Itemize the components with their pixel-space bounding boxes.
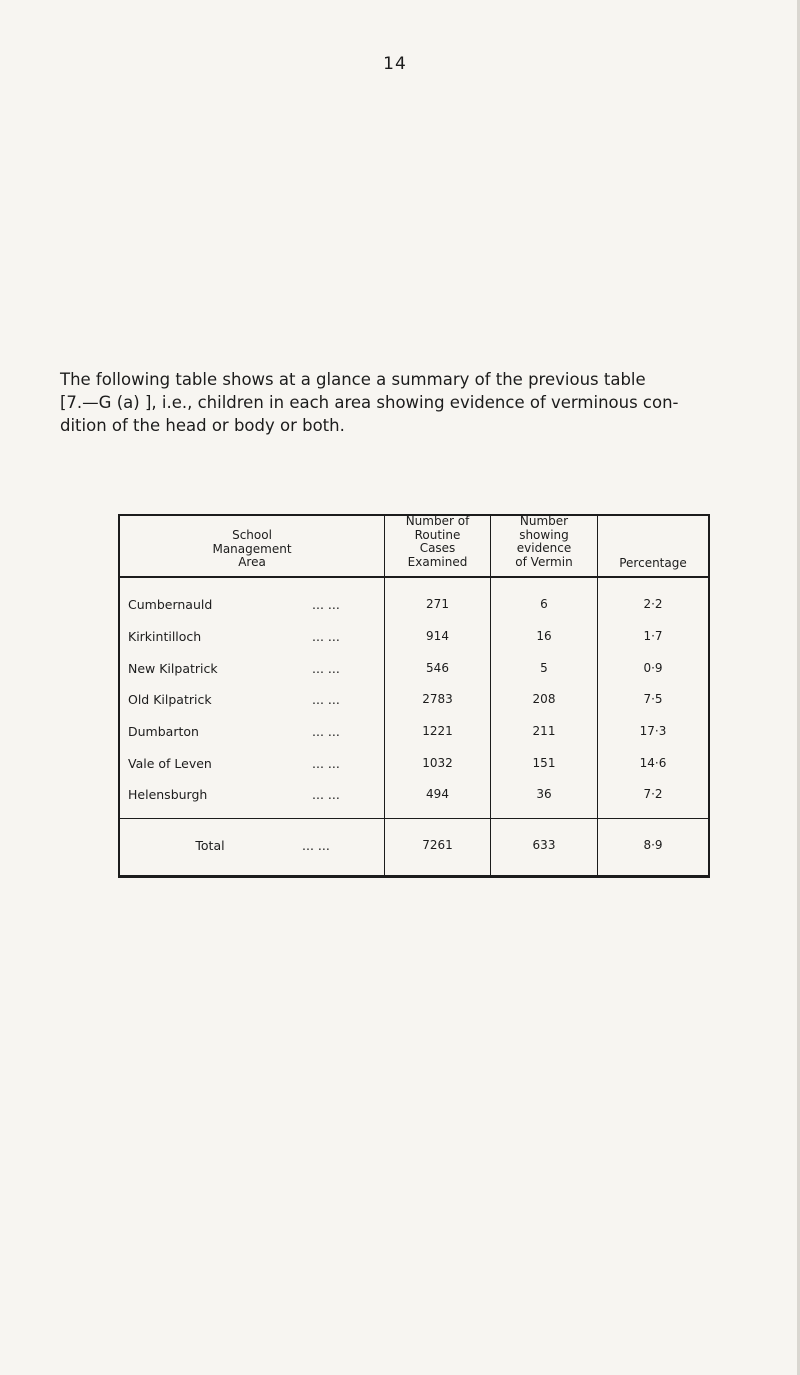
leader-dots: ... ... — [312, 787, 340, 802]
cell-percentage: 17·3 — [639, 724, 667, 738]
cell-examined: 546 — [426, 661, 449, 675]
cell-vermin: 6 — [540, 597, 548, 611]
table-bottom-rule — [118, 875, 710, 878]
header-line: showing — [519, 527, 569, 542]
header-vermin — [491, 515, 597, 569]
header-divider — [118, 576, 710, 578]
header-line: Cases — [419, 541, 456, 555]
row-area — [128, 597, 340, 612]
header-line: of Vermin — [515, 554, 573, 569]
header-line: Number of — [405, 514, 470, 528]
intro-line: dition of the head or body or both. — [60, 416, 345, 435]
leader-dots: ... ... — [312, 661, 340, 676]
cell-vermin: 5 — [540, 661, 548, 675]
cell-examined: 1221 — [422, 724, 453, 738]
cell-vermin: 208 — [532, 692, 556, 706]
cell-percentage: 7·2 — [643, 787, 663, 801]
cell-examined: 494 — [426, 787, 449, 801]
header-line: evidence — [516, 541, 572, 555]
row-area — [128, 692, 340, 707]
leader-dots: ... ... — [312, 692, 340, 707]
cell-percentage: 0·9 — [643, 661, 663, 675]
page-number: 14 — [383, 54, 407, 74]
header-line: Number — [519, 514, 569, 528]
cell-examined: 2783 — [422, 692, 453, 706]
leader-dots: ... ... — [312, 756, 340, 771]
row-area — [128, 661, 340, 676]
cell-vermin: 36 — [536, 787, 552, 801]
total-examined: 7261 — [422, 838, 453, 852]
area-name: Dumbarton — [128, 724, 199, 739]
cell-examined: 914 — [426, 629, 449, 643]
vermin-summary-table — [118, 514, 710, 876]
cell-examined: 271 — [426, 597, 449, 611]
row-area — [128, 724, 340, 739]
cell-percentage: 2·2 — [643, 597, 663, 611]
row-area — [128, 756, 340, 771]
header-examined — [385, 515, 490, 569]
area-name: Vale of Leven — [128, 756, 212, 771]
area-name: Old Kilpatrick — [128, 692, 212, 707]
total-label: Total — [195, 838, 225, 853]
header-line: Examined — [407, 554, 468, 569]
total-area — [118, 838, 330, 853]
header-area — [120, 529, 384, 570]
row-area — [128, 787, 340, 802]
total-vermin: 633 — [532, 838, 556, 852]
total-percentage: 8·9 — [643, 838, 663, 852]
cell-percentage: 14·6 — [639, 756, 667, 770]
leader-dots: ... ... — [312, 597, 340, 612]
leader-dots: ... ... — [312, 629, 340, 644]
cell-examined: 1032 — [422, 756, 453, 770]
area-name: New Kilpatrick — [128, 661, 218, 676]
row-area — [128, 629, 340, 644]
header-line: School — [232, 528, 272, 542]
intro-paragraph — [60, 368, 760, 437]
header-percentage — [598, 557, 708, 571]
area-name: Kirkintilloch — [128, 629, 202, 644]
leader-dots: ... ... — [312, 724, 340, 739]
area-name: Cumbernauld — [128, 597, 213, 612]
table-right-rule — [708, 514, 710, 878]
cell-vermin: 211 — [532, 724, 556, 738]
area-name: Helensburgh — [128, 787, 208, 802]
leader-dots: ... ... — [302, 838, 330, 853]
cell-vermin: 151 — [532, 756, 556, 770]
cell-vermin: 16 — [536, 629, 552, 643]
cell-percentage: 7·5 — [643, 692, 663, 706]
header-line: Management — [212, 541, 292, 556]
cell-percentage: 1·7 — [643, 629, 663, 643]
intro-line: The following table shows at a glance a summary of the previous table — [60, 370, 646, 389]
intro-line: [7.—G (a) ], i.e., children in each area showing evidence of verminous con- — [60, 393, 679, 412]
total-divider — [118, 818, 710, 819]
header-line: Percentage — [619, 556, 687, 570]
header-line: Routine — [414, 527, 461, 542]
header-line: Area — [238, 555, 266, 569]
